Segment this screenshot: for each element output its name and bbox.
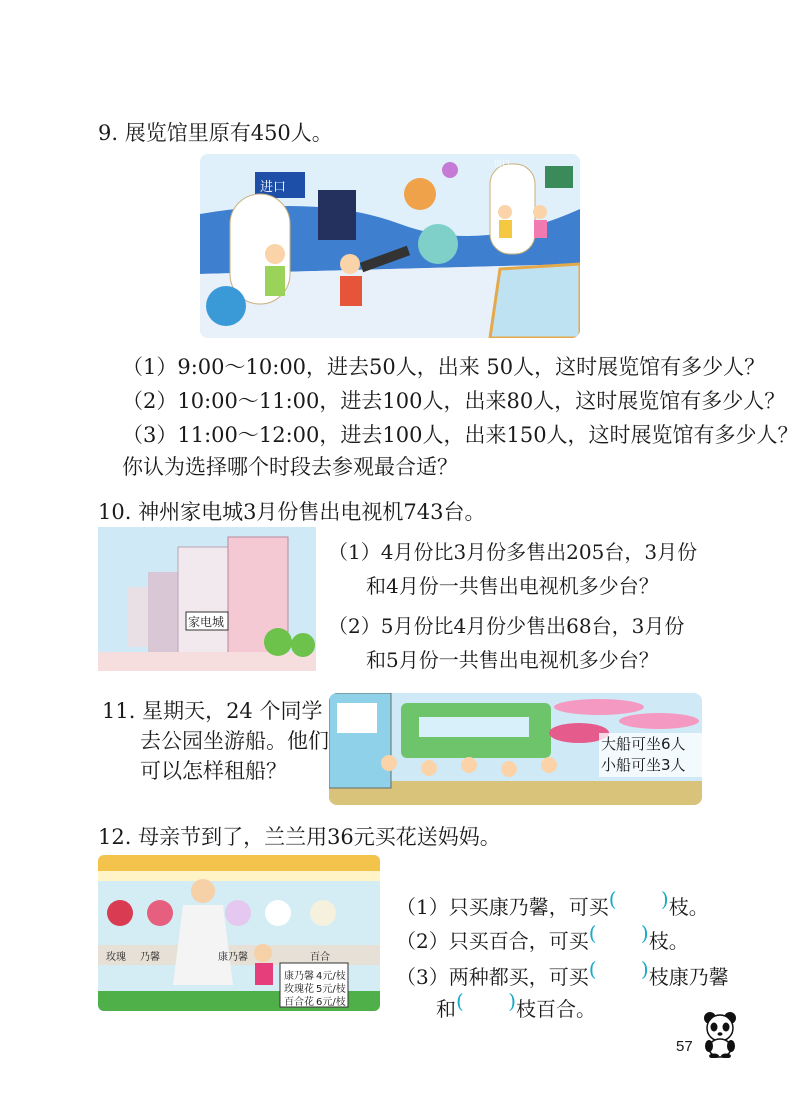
page-number: 57	[676, 1038, 693, 1055]
entrance-sign: 进口	[260, 180, 287, 195]
q10-title: 10. 神州家电城3月份售出电视机743台。	[98, 500, 486, 524]
q12-title: 12. 母亲节到了，兰兰用36元买花送妈妈。	[98, 825, 501, 849]
price-value-3: 6元/枝	[316, 997, 346, 1008]
q10-item-1: （1）4月份比3月份多售出205台，3月份	[328, 540, 698, 564]
q9-title: 9. 展览馆里原有450人。	[98, 121, 333, 145]
q9-item-4: 你认为选择哪个时段去参观最合适？	[122, 455, 458, 479]
store-sign: 家电城	[188, 615, 225, 629]
q9-illustration	[200, 154, 580, 338]
answer-blank-3[interactable]: ( )	[588, 957, 649, 981]
answer-blank-4[interactable]: ( )	[456, 989, 516, 1013]
q12-item-2: （2）只买百合，可买 ( ) 枝。	[396, 918, 689, 956]
small-boat-label: 小船可坐3人	[601, 756, 686, 774]
q11-line-2: 去公园坐游船。他们	[140, 729, 329, 753]
q11-line-1: 11. 星期天，24 个同学	[102, 699, 323, 723]
q11-illustration	[329, 693, 702, 805]
appliance-store-scene	[98, 527, 316, 671]
shelf-label-rose: 玫瑰	[106, 952, 126, 963]
shelf-label-carnation-short: 乃馨	[140, 952, 160, 963]
q12-illustration	[98, 855, 380, 1011]
big-boat-label: 大船可坐6人	[601, 735, 686, 753]
q10-item-2-cont: 和5月份一共售出电视机多少台？	[366, 648, 659, 672]
q11-line-3: 可以怎样租船？	[140, 759, 287, 783]
price-name-1: 康乃馨	[284, 971, 314, 982]
q10-item-1-cont: 和4月份一共售出电视机多少台？	[366, 574, 659, 598]
price-value-1: 4元/枝	[316, 971, 346, 982]
answer-blank-1[interactable]: ( )	[608, 887, 669, 911]
q9-item-2: （2）10:00～11:00，进去100人，出来80人，这时展览馆有多少人？	[122, 389, 786, 413]
shelf-label-lily: 百合	[310, 952, 330, 963]
q12-item-3-cont: 和 ( ) 枝百合。	[436, 986, 596, 1024]
q10-illustration	[98, 527, 316, 671]
q9-item-3: （3）11:00～12:00，进去100人，出来150人，这时展览馆有多少人？	[122, 423, 799, 447]
price-name-2: 玫瑰花	[284, 984, 314, 995]
q9-item-1: （1）9:00～10:00，进去50人，出来 50人，这时展览馆有多少人？	[122, 355, 766, 379]
exit-sign: 出口	[494, 159, 510, 168]
price-value-2: 5元/枝	[316, 984, 346, 995]
exhibition-hall-scene	[200, 154, 580, 338]
panda-icon	[700, 1010, 740, 1058]
answer-blank-2[interactable]: ( )	[588, 921, 649, 945]
q10-item-2: （2）5月份比4月份少售出68台，3月份	[328, 614, 685, 638]
shelf-label-carnation: 康乃馨	[218, 952, 248, 963]
q12-item-3: （3）两种都买，可买 ( ) 枝康乃馨	[396, 954, 729, 992]
q12-item-1: （1）只买康乃馨，可买 ( ) 枝。	[396, 884, 709, 922]
price-name-3: 百合花	[284, 997, 314, 1008]
